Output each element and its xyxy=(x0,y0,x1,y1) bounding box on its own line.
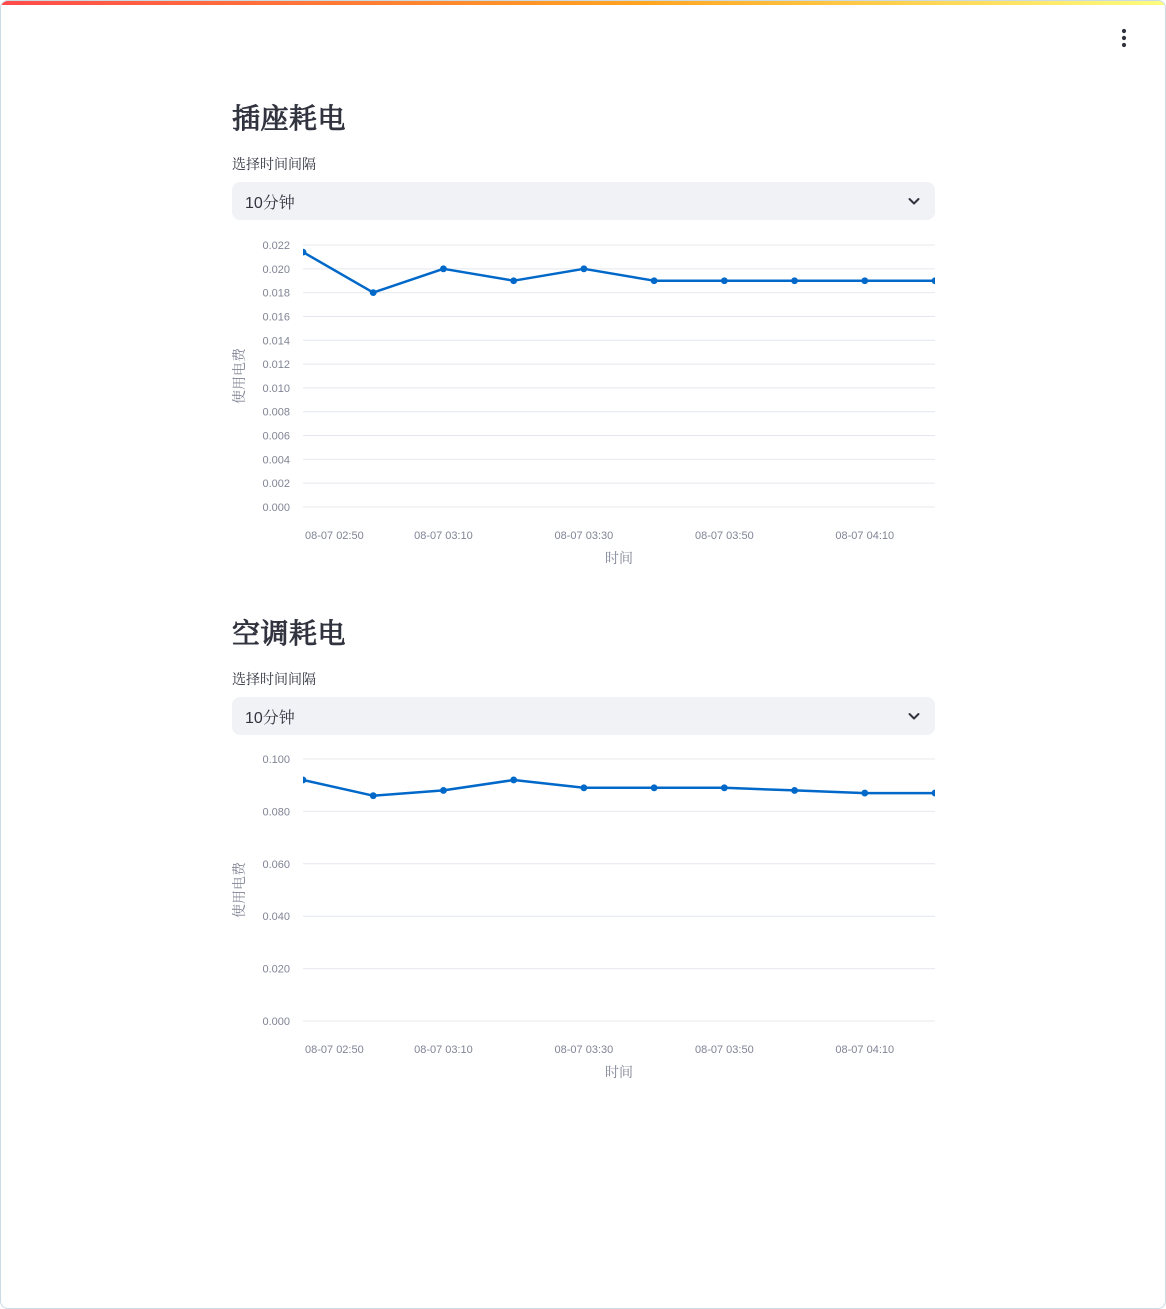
data-point xyxy=(440,787,447,794)
page-title-ac: 空调耗电 xyxy=(232,618,347,649)
data-point xyxy=(932,790,935,797)
y-tick-label: 0.060 xyxy=(262,858,290,871)
y-axis-title: 使用电费 xyxy=(232,348,247,404)
y-tick-label: 0.100 xyxy=(262,754,290,766)
chart-canvas xyxy=(232,751,935,1083)
y-tick-label: 0.006 xyxy=(262,430,290,443)
interval-select-ac[interactable] xyxy=(232,697,935,735)
x-tick-label: 08-07 03:10 xyxy=(414,1044,473,1056)
y-tick-label: 0.080 xyxy=(262,806,290,819)
data-line xyxy=(303,780,935,796)
data-point xyxy=(932,277,935,284)
x-tick-label: 08-07 03:30 xyxy=(554,1044,614,1056)
interval-select-socket[interactable] xyxy=(232,182,935,220)
data-point xyxy=(510,777,517,784)
data-point xyxy=(510,277,517,284)
select-label-socket: 选择时间间隔 xyxy=(232,156,316,172)
y-tick-label: 0.016 xyxy=(262,311,290,324)
line-chart-ac xyxy=(232,751,935,1083)
data-point xyxy=(370,792,377,799)
y-axis-title: 使用电费 xyxy=(232,862,247,918)
decoration-bar xyxy=(1,1,1165,5)
line-series xyxy=(300,249,935,296)
x-tick-label: 08-07 03:30 xyxy=(554,530,614,542)
gridlines xyxy=(303,759,935,1021)
data-line xyxy=(303,252,935,293)
y-tick-label: 0.008 xyxy=(262,406,290,419)
y-tick-label: 0.018 xyxy=(262,287,290,300)
data-point xyxy=(651,277,658,284)
data-point xyxy=(370,289,377,296)
y-tick-label: 0.040 xyxy=(262,911,290,924)
options-menu-button[interactable] xyxy=(1112,25,1136,51)
data-point xyxy=(861,277,868,284)
x-tick-label: 08-07 03:50 xyxy=(694,1044,754,1056)
data-point xyxy=(580,784,587,791)
y-tick-label: 0.014 xyxy=(262,335,290,348)
data-point xyxy=(791,787,798,794)
select-value: 10分钟 xyxy=(245,709,295,727)
data-point xyxy=(721,784,728,791)
chevron-down-icon xyxy=(905,192,923,210)
line-chart-socket xyxy=(232,237,935,569)
data-point xyxy=(791,277,798,284)
data-point xyxy=(580,265,587,272)
data-point xyxy=(440,265,447,272)
data-point xyxy=(861,790,868,797)
select-label-ac: 选择时间间隔 xyxy=(232,671,316,687)
x-axis-title: 时间 xyxy=(605,1064,633,1080)
data-point xyxy=(300,249,307,256)
x-tick-label: 08-07 04:10 xyxy=(835,1044,895,1056)
y-tick-label: 0.020 xyxy=(262,963,290,976)
x-tick-label: 08-07 03:10 xyxy=(414,530,473,542)
data-point xyxy=(651,784,658,791)
x-tick-label: 08-07 02:50 xyxy=(305,1044,364,1056)
y-tick-label: 0.020 xyxy=(262,263,290,276)
y-tick-label: 0.000 xyxy=(262,1016,290,1028)
line-series xyxy=(300,777,935,800)
y-tick-label: 0.012 xyxy=(262,359,290,372)
page-title-socket: 插座耗电 xyxy=(232,103,347,134)
y-tick-label: 0.022 xyxy=(262,240,290,252)
data-point xyxy=(300,777,307,784)
x-tick-label: 08-07 04:10 xyxy=(835,530,895,542)
y-tick-label: 0.004 xyxy=(262,454,290,467)
y-tick-label: 0.002 xyxy=(262,478,290,491)
x-tick-label: 08-07 03:50 xyxy=(694,530,754,542)
y-tick-label: 0.010 xyxy=(262,382,290,395)
chevron-down-icon xyxy=(905,707,923,725)
select-value: 10分钟 xyxy=(245,194,295,212)
x-axis-title: 时间 xyxy=(605,550,633,566)
x-tick-label: 08-07 02:50 xyxy=(305,530,364,542)
y-tick-label: 0.000 xyxy=(262,502,290,514)
chart-canvas xyxy=(232,237,935,569)
data-point xyxy=(721,277,728,284)
kebab-menu-icon xyxy=(1116,27,1132,49)
